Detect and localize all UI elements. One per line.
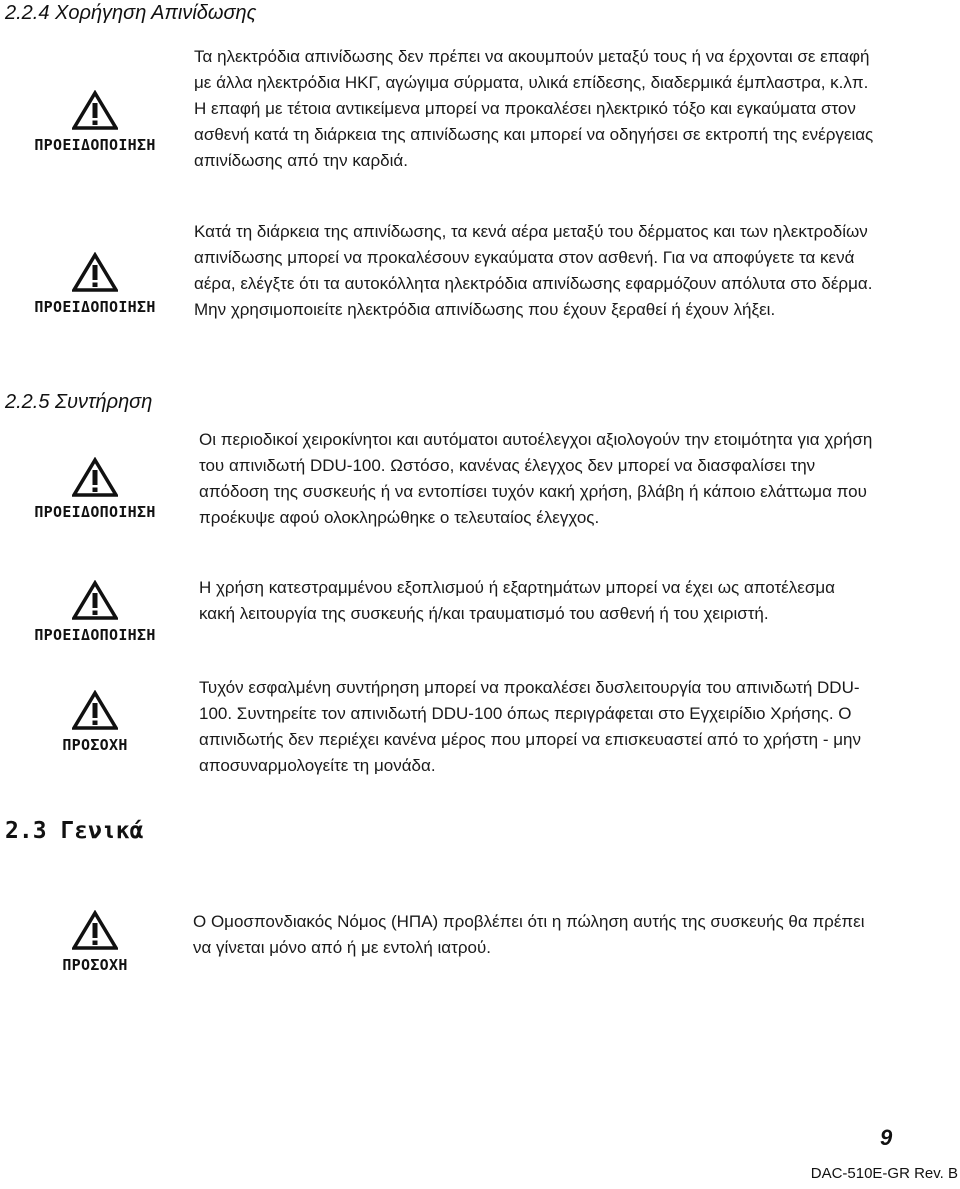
paragraph-electrodes-contact: Τα ηλεκτρόδια απινίδωσης δεν πρέπει να ακουμπούν μεταξύ τους ή να έρχονται σε επαφή με άλλα ηλεκτρόδια ΗΚΓ, αγώγιμα σύρματα, υλικά επίδεσης, διαδερμικά έμπλαστρα, κ.λπ. Η επαφή με τέτοια αντικείμενα μπορεί να προκαλέσει ηλεκτρικό τόξο και εγκαύματα στον ασθενή κατά τη διάρκεια της απινίδωσης και μπορεί να οδηγήσει σε εκτροπή της ενέργειας απινίδωσης από την καρδιά. bbox=[194, 47, 874, 170]
section-heading-2-2-5: 2.2.5 Συντήρηση bbox=[5, 391, 153, 413]
warning-block-2 bbox=[0, 252, 190, 316]
paragraph-damaged-equipment: Η χρήση κατεστραμμένου εξοπλισμού ή εξαρτημάτων μπορεί να έχει ως αποτέλεσμα κακή λειτουργία της συσκευής ή/και τραυματισμό του ασθενή ή του χειριστή. bbox=[199, 578, 835, 623]
caution-block-2 bbox=[0, 910, 190, 974]
caution-label: ΠΡΟΣΟΧΗ bbox=[62, 736, 128, 754]
warning-label: ΠΡΟΕΙΔΟΠΟΙΗΣΗ bbox=[34, 503, 156, 521]
warning-triangle-icon bbox=[72, 90, 118, 130]
paragraph-air-gaps: Κατά τη διάρκεια της απινίδωσης, τα κενά αέρα μεταξύ του δέρματος και των ηλεκτροδίων απινίδωσης μπορεί να προκαλέσουν εγκαύματα στον ασθενή. Για να αποφύγετε τα κενά αέρα, ελέγξτε ότι τα αυτοκόλλητα ηλεκτρόδια απινίδωσης εφαρμόζουν απόλυτα στο δέρμα. Μην χρησιμοποιείτε ηλεκτρόδια απινίδωσης που έχουν ξεραθεί ή έχουν λήξει. bbox=[194, 222, 873, 319]
caution-label: ΠΡΟΣΟΧΗ bbox=[62, 956, 128, 974]
paragraph-maintenance: Τυχόν εσφαλμένη συντήρηση μπορεί να προκαλέσει δυσλειτουργία του απινιδωτή DDU-100. Συντηρείτε τον απινιδωτή DDU-100 όπως περιγράφεται στο Εγχειρίδιο Χρήσης. Ο απινιδωτής δεν περιέχει κανένα μέρος που μπορεί να επισκευαστεί από το χρήστη - μην αποσυναρμολογείτε τη μονάδα. bbox=[199, 678, 861, 775]
warning-triangle-icon bbox=[72, 580, 118, 620]
warning-triangle-icon bbox=[72, 910, 118, 950]
paragraph-self-tests: Οι περιοδικοί χειροκίνητοι και αυτόματοι αυτοέλεγχοι αξιολογούν την ετοιμότητα για χρήση του απινιδωτή DDU-100. Ωστόσο, κανένας έλεγχος δεν μπορεί να διασφαλίσει την απόδοση της συσκευής ή να εντοπίσει τυχόν κακή χρήση, βλάβη ή κάποιο ελάττωμα που προέκυψε αφού ολοκληρώθηκε ο τελευταίος έλεγχος. bbox=[199, 430, 873, 527]
warning-block-3 bbox=[0, 457, 190, 521]
warning-label: ΠΡΟΕΙΔΟΠΟΙΗΣΗ bbox=[34, 298, 156, 316]
paragraph-federal-law: Ο Ομοσπονδιακός Νόμος (ΗΠΑ) προβλέπει ότι η πώληση αυτής της συσκευής θα πρέπει να γίνεται μόνο από ή με εντολή ιατρού. bbox=[193, 912, 865, 957]
section-heading-2-3: 2.3 Γενικά bbox=[5, 818, 144, 844]
warning-block-1 bbox=[0, 90, 190, 154]
warning-triangle-icon bbox=[72, 252, 118, 292]
warning-triangle-icon bbox=[72, 690, 118, 730]
warning-block-4 bbox=[0, 580, 190, 644]
document-id: DAC-510E-GR Rev. B bbox=[810, 1165, 958, 1182]
page-number: 9 bbox=[880, 1125, 893, 1150]
section-heading-2-2-4: 2.2.4 Χορήγηση Απινίδωσης bbox=[5, 2, 257, 24]
caution-block-1 bbox=[0, 690, 190, 754]
warning-triangle-icon bbox=[72, 457, 118, 497]
warning-label: ΠΡΟΕΙΔΟΠΟΙΗΣΗ bbox=[34, 136, 156, 154]
warning-label: ΠΡΟΕΙΔΟΠΟΙΗΣΗ bbox=[34, 626, 156, 644]
